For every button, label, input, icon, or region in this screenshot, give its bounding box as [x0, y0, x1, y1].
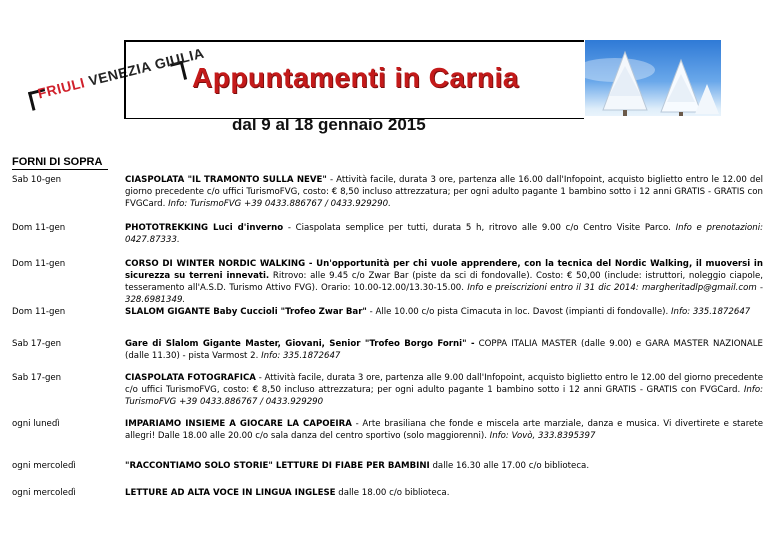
- event-date: Dom 11-gen: [12, 223, 66, 233]
- event-description: PHOTOTREKKING Luci d'inverno - Ciaspolata semplice per tutti, durata 5 h, ritrovo alle 9.00 c/o Centro Visite Parco. Info e prenotazioni: 0427.87333.: [125, 223, 763, 245]
- event-description: CORSO DI WINTER NORDIC WALKING - Un'opportunità per chi vuole apprendere, con la tecnica del Nordic Walking, il muoversi in sicurezza su terreni innevati. Ritrovo: alle 9.45 c/o Zwar Bar (piste da sci di fondovalle). Costo: € 50,00 (include: istruttori, noleggio ciapole, tesseramento all'A.S.D. Turismo Attivo FVG). Orario: 10.00-12.00/13.30-15.00. Info e preiscrizioni entro il 31 dic 2014: margheritadlp@gmail.com - 328.6981349.: [125, 259, 763, 305]
- event-description: "RACCONTIAMO SOLO STORIE" LETTURE DI FIABE PER BAMBINI dalle 16.30 alle 17.00 c/o biblioteca.: [125, 461, 590, 471]
- event-date: ogni mercoledì: [12, 488, 76, 498]
- event-description: SLALOM GIGANTE Baby Cuccioli "Trofeo Zwar Bar" - Alle 10.00 c/o pista Cimacuta in loc. Davost (impianti di fondovalle). Info: 335.1872647: [125, 307, 751, 317]
- event-description: CIASPOLATA "IL TRAMONTO SULLA NEVE" - Attività facile, durata 3 ore, partenza alle 16.00 dall'Infopoint, acquisto biglietto entro le 12.00 del giorno precedente c/o uffici TurismoFVG, costo: € 8,50 incluso attrezzatura; per ogni adulto pagante 1 bambino sotto i 12 anni GRATIS - GRATIS con FVGCard. Info: TurismoFVG +39 0433.886767 / 0433.929290.: [125, 175, 763, 209]
- event-date: Sab 17-gen: [12, 373, 62, 383]
- event-description: LETTURE AD ALTA VOCE IN LINGUA INGLESE dalle 18.00 c/o biblioteca.: [125, 488, 450, 498]
- section-title: FORNI DI SOPRA: [12, 156, 108, 170]
- header-frame-left: [124, 40, 126, 118]
- event-date: Sab 17-gen: [12, 339, 62, 349]
- event-date: Sab 10-gen: [12, 175, 62, 185]
- page-title: Appuntamenti in Carnia: [192, 62, 519, 93]
- friuli-venezia-giulia-logo: [22, 44, 206, 120]
- event-date: ogni mercoledì: [12, 461, 76, 471]
- event-date: ogni lunedì: [12, 419, 60, 429]
- event-description: Gare di Slalom Gigante Master, Giovani, Senior "Trofeo Borgo Forni" - COPPA ITALIA MASTER (dalle 9.00) e GARA MASTER NAZIONALE (dalle 11.30) - pista Varmost 2. Info: 335.1872647: [125, 339, 763, 361]
- snowy-trees-photo: [585, 40, 721, 132]
- event-date: Dom 11-gen: [12, 307, 66, 317]
- logo-text: FRIULI VENEZIA GIULIA: [36, 44, 206, 102]
- header-frame-top: [124, 40, 584, 42]
- page-subtitle: dal 9 al 18 gennaio 2015: [232, 115, 426, 134]
- event-description: IMPARIAMO INSIEME A GIOCARE LA CAPOEIRA - Arte brasiliana che fonde e miscela arte marziale, danza e musica. Vi divertirete e starete allegri! Dalle 18.00 alle 20.00 c/o sala danza del centro sportivo (solo maggiorenni). Info: Vovò, 333.8395397: [125, 419, 763, 441]
- event-description: CIASPOLATA FOTOGRAFICA - Attività facile, durata 3 ore, partenza alle 9.00 dall'Infopoint, acquisto biglietto entro le 12.00 del giorno precedente c/o uffici TurismoFVG, costo: € 8,50 incluso attrezzatura; per ogni adulto pagante 1 bambino sotto i 12 anni GRATIS - GRATIS con FVGCard. Info: TurismoFVG +39 0433.886767 / 0433.929290: [125, 373, 764, 407]
- event-date: Dom 11-gen: [12, 259, 66, 269]
